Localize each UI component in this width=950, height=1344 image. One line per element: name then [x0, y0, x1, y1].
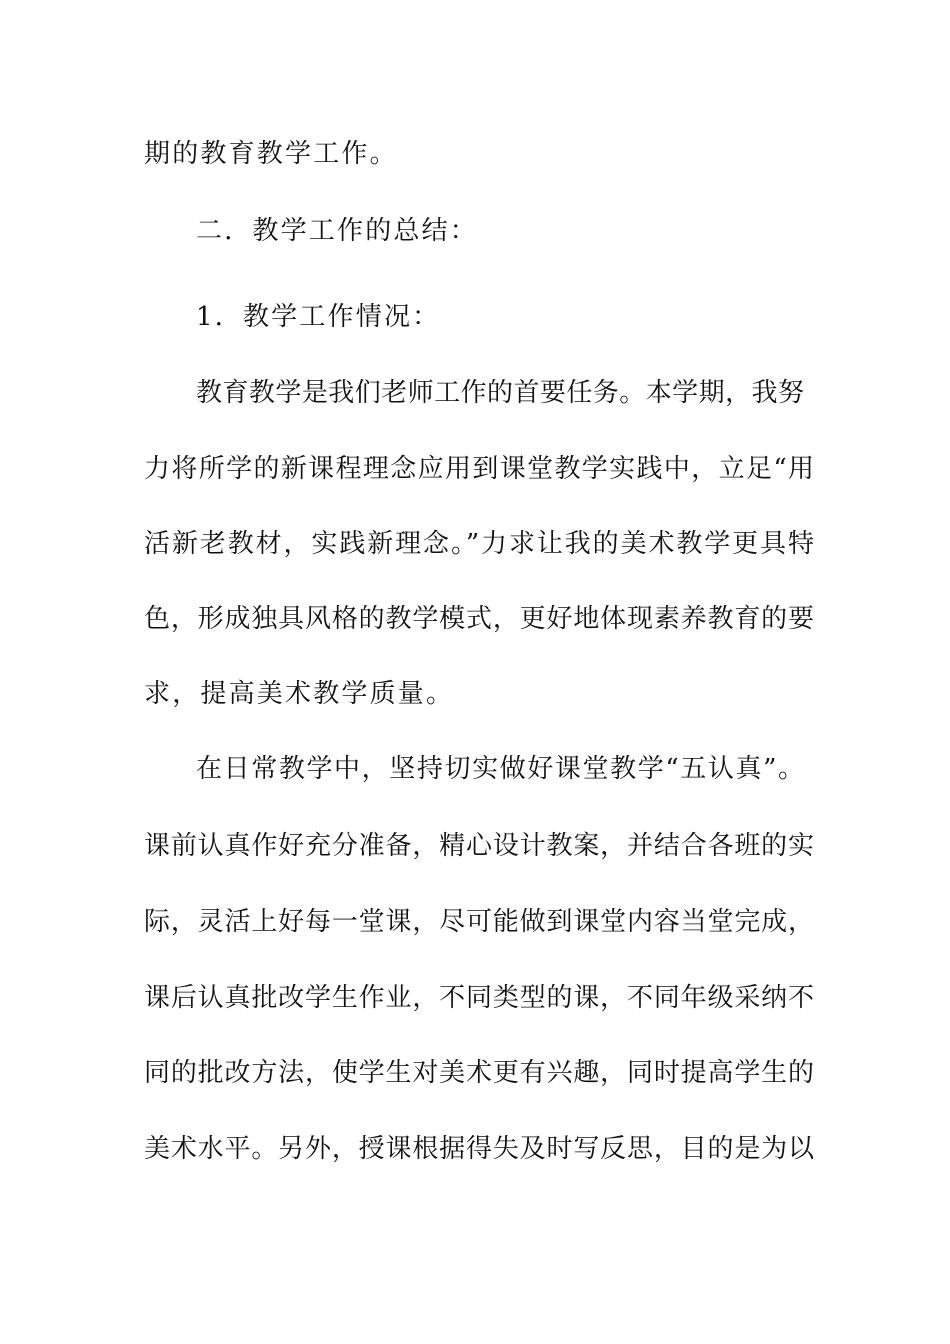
- paragraph-line: 教育教学是我们老师工作的首要任务。本学期，我努: [196, 378, 804, 408]
- subsection-heading: 1．教学工作情况：: [196, 302, 441, 332]
- paragraph-line: 课前认真作好充分准备，精心设计教案，并结合各班的实: [144, 831, 814, 861]
- paragraph-line: 活新老教材，实践新理念。”力求让我的美术教学更具特: [144, 529, 814, 559]
- paragraph-line: 求，提高美术教学质量。: [144, 679, 455, 709]
- paragraph-line: 美术水平。另外，授课根据得失及时写反思，目的是为以: [144, 1134, 814, 1164]
- section-heading: 二．教学工作的总结：: [196, 216, 479, 246]
- paragraph-continuation-line: 期的教育教学工作。: [144, 139, 398, 169]
- paragraph-line: 在日常教学中，坚持切实做好课堂教学“五认真”。: [196, 754, 804, 784]
- paragraph-line: 同的批改方法，使学生对美术更有兴趣，同时提高学生的: [144, 1058, 814, 1088]
- paragraph-line: 课后认真批改学生作业，不同类型的课，不同年级采纳不: [144, 983, 814, 1013]
- paragraph-line: 色，形成独具风格的教学模式，更好地体现素养教育的要: [144, 604, 814, 634]
- paragraph-line: 际，灵活上好每一堂课，尽可能做到课堂内容当堂完成，: [144, 907, 814, 937]
- paragraph-line: 力将所学的新课程理念应用到课堂教学实践中，立足“用: [144, 454, 814, 484]
